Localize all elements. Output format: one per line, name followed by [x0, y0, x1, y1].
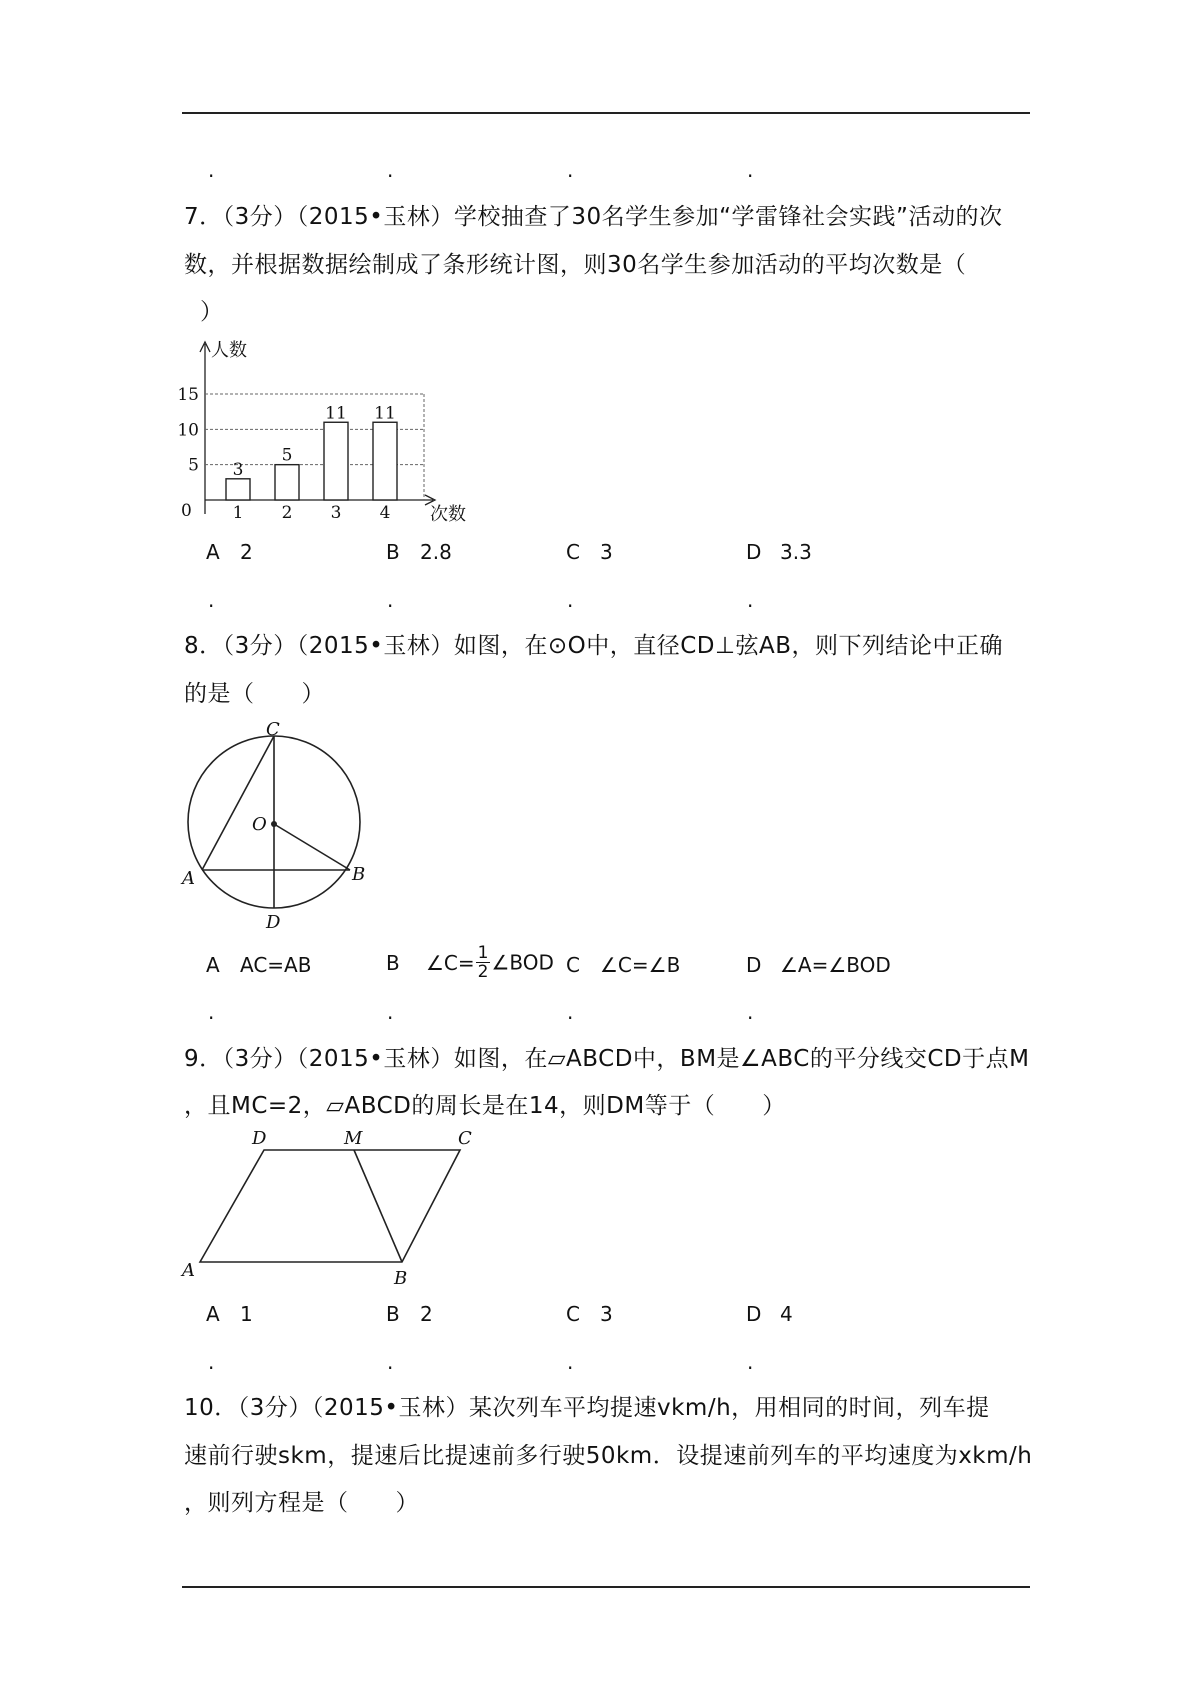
segment-bm: [354, 1150, 402, 1262]
q7-option-a[interactable]: A 2: [206, 540, 253, 564]
q8-option-d[interactable]: D ∠A=∠BOD: [746, 953, 891, 977]
option-dot: .: [567, 1350, 574, 1374]
option-dot: .: [567, 158, 574, 182]
q10-text-line1: 10．（3分）（2015•玉林）某次列车平均提速vkm/h，用相同的时间，列车提: [184, 1395, 990, 1421]
q9-option-c[interactable]: C 3: [566, 1302, 613, 1326]
q7-option-b[interactable]: B 2.8: [386, 540, 452, 564]
option-dot: .: [208, 1000, 215, 1024]
bar-2: [275, 465, 299, 500]
footer-rule: [182, 1586, 1030, 1588]
header-rule: [182, 112, 1030, 114]
option-dot: .: [567, 588, 574, 612]
origin-label: 0: [181, 501, 192, 521]
q10-text-line3: ，则列方程是（ ）: [184, 1490, 419, 1516]
label-b: B: [394, 1268, 408, 1289]
option-dot: .: [747, 588, 754, 612]
option-dot: .: [208, 158, 215, 182]
y-axis-label: 人数: [211, 340, 247, 361]
x-tick-label: 2: [281, 503, 293, 523]
bar-value-label: 11: [325, 403, 347, 424]
q7-option-c[interactable]: C 3: [566, 540, 613, 564]
q9-text-line1: 9．（3分）（2015•玉林）如图，在▱ABCD中，BM是∠ABC的平分线交CD于点M: [184, 1046, 1030, 1072]
x-tick-label: 1: [232, 503, 244, 523]
x-tick-label: 4: [379, 503, 391, 523]
parallelogram-abcd: [200, 1150, 460, 1262]
fraction-one-half: $\frac{1}{2}$: [477, 943, 489, 982]
q9-text-line2: ，且MC=2，▱ABCD的周长是在14，则DM等于（ ）: [184, 1093, 786, 1119]
option-dot: .: [747, 1000, 754, 1024]
q8-text-line2: 的是（ ）: [184, 681, 325, 707]
q10-text-line2: 速前行驶skm，提速后比提速前多行驶50km．设提速前列车的平均速度为xkm/h: [184, 1443, 1033, 1469]
q8-option-c[interactable]: C ∠C=∠B: [566, 953, 681, 977]
q9-option-d[interactable]: D 4: [746, 1302, 793, 1326]
q7-option-d[interactable]: D 3.3: [746, 540, 812, 564]
x-tick-label: 3: [330, 503, 342, 523]
q9-option-b[interactable]: B 2: [386, 1302, 433, 1326]
option-dot: .: [387, 1000, 394, 1024]
bar-1: [226, 479, 250, 500]
q8-option-b[interactable]: B ∠C= $\frac{1}{2}$ ∠BOD: [386, 943, 554, 982]
label-m: M: [344, 1128, 363, 1149]
circle-figure: [180, 718, 380, 938]
label-o: O: [252, 814, 267, 835]
center-point: [271, 821, 277, 827]
q7-text-line2: 数，并根据数据绘制成了条形统计图，则30名学生参加活动的平均次数是（: [184, 252, 967, 278]
bar-3: [324, 422, 348, 500]
segment-ac: [202, 736, 274, 870]
bar-value-label: 3: [232, 459, 244, 480]
y-tick-label: 10: [177, 420, 199, 441]
label-b: B: [352, 864, 366, 885]
q7-text-line1: 7．（3分）（2015•玉林）学校抽查了30名学生参加“学雷锋社会实践”活动的次: [184, 204, 1003, 230]
option-dot: .: [747, 1350, 754, 1374]
option-dot: .: [747, 158, 754, 182]
q9-option-a[interactable]: A 1: [206, 1302, 253, 1326]
q8-option-a[interactable]: A AC=AB: [206, 953, 312, 977]
option-dot: .: [208, 1350, 215, 1374]
bar-chart: [177, 336, 500, 526]
label-a: A: [182, 1260, 195, 1281]
label-c: C: [458, 1128, 472, 1149]
label-d: D: [266, 912, 281, 933]
q8-text-line1: 8．（3分）（2015•玉林）如图，在⊙O中，直径CD⊥弦AB，则下列结论中正确: [184, 633, 1004, 659]
option-dot: .: [208, 588, 215, 612]
bar-value-label: 11: [374, 403, 396, 424]
option-dot: .: [387, 588, 394, 612]
bar-4: [373, 422, 397, 500]
option-dot: .: [387, 158, 394, 182]
label-c: C: [266, 719, 280, 740]
y-tick-label: 5: [188, 455, 199, 476]
segment-ob: [274, 824, 350, 870]
q7-text-line3: ）: [200, 299, 224, 325]
y-tick-label: 15: [177, 385, 199, 405]
option-dot: .: [387, 1350, 394, 1374]
option-dot: .: [567, 1000, 574, 1024]
label-d: D: [252, 1128, 267, 1149]
parallelogram-figure: [180, 1128, 500, 1308]
label-a: A: [182, 868, 195, 889]
bar-value-label: 5: [281, 445, 293, 466]
x-axis-label: 次数: [430, 504, 466, 525]
